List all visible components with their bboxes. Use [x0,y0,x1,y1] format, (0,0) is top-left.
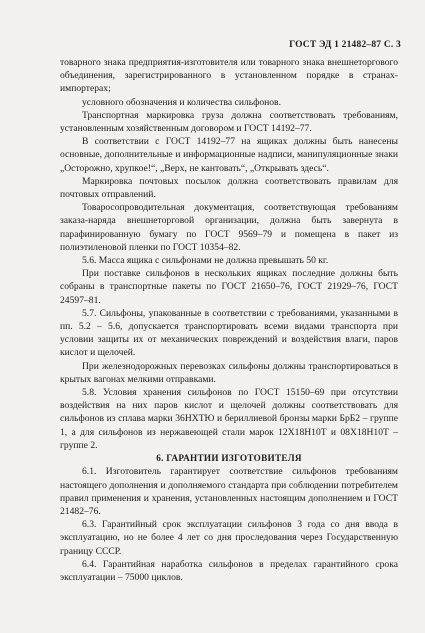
paragraph: Маркировка почтовых посылок должна соответствовать правилам для почтовых отправлений. [60,175,398,201]
page-header: ГОСТ ЭД 1 21482–87 С. 3 [289,40,401,50]
paragraph: 6.4. Гарантийная наработка сильфонов в пределах гарантийного срока эксплуатации – 75000 циклов. [60,558,398,583]
paragraph: 5.7. Сильфоны, упакованные в соответствии с требованиями, указанными в пп. 5.2 – 5.6, допускается транспортировать всеми видами транспорта при условии защиты их от механических повреждений и воздействия влаги, паров кислот и щелочей. [60,307,398,359]
paragraph: В соответствии с ГОСТ 14192–77 на ящиках должны быть нанесены основные, дополнительные и информационные надписи, манипуляционные знаки „Осторожно, хрупкое!“, „Верх, не кантовать“, „Открывать здесь“. [60,136,398,174]
section-title: 6. ГАРАНТИИ ИЗГОТОВИТЕЛЯ [156,453,302,464]
paragraph: 5.6. Масса ящика с сильфонами не должна превышать 50 кг. [82,255,329,267]
paragraph: товарного знака предприятия-изготовителя или товарного знака внешнеторгового объединения, зарегистрированного в установленном порядке в странах-импортерах; [60,57,398,95]
paragraph: 5.8. Условия хранения сильфонов по ГОСТ 15150–69 при отсутствии воздействия на них паров кислот и щелочей должны соответствовать для сильфонов из сплава марки 36НХТЮ и бериллиевой бронзы марки БрБ2 – группе 1, а для сильфонов из нержавеющей стали марок 12Х18Н10Т и 08Х18Н10Т – группе 2. [60,387,398,451]
paragraph: условного обозначения и количества сильфонов. [82,96,281,108]
paragraph: Товаросопроводительная документация, соответствующая требованиям заказа-наряда внешнеторговой организации, должна быть завернута в парафинированную бумагу по ГОСТ 9569–79 и помещена в пакет из полиэтиленовой пленки по ГОСТ 10354–82. [60,202,398,253]
paragraph: 6.1. Изготовитель гарантирует соответствие сильфонов требованиям настоящего дополнения и дополняемого стандарта при соблюдении потребителем правил применения и хранения, установленных настоящим дополнением и ГОСТ 21482–76. [60,466,398,517]
paragraph: При поставке сильфонов в нескольких ящиках последние должны быть собраны в транспортные пакеты по ГОСТ 21650–76, ГОСТ 21929–76, ГОСТ 24597–81. [60,268,398,306]
paragraph: Транспортная маркировка груза должна соответствовать требованиям, установленным хозяйственным договором и ГОСТ 14192–77. [60,109,398,135]
document-body [60,56,398,584]
paragraph: 6.3. Гарантийный срок эксплуатации сильфонов 3 года со дня ввода в эксплуатацию, но не более 4 лет со дня проследования через Государственную границу СССР. [60,519,398,557]
paragraph: При железнодорожных перевозках сильфоны должны транспортироваться в крытых вагонах мелкими отправками. [60,360,398,385]
